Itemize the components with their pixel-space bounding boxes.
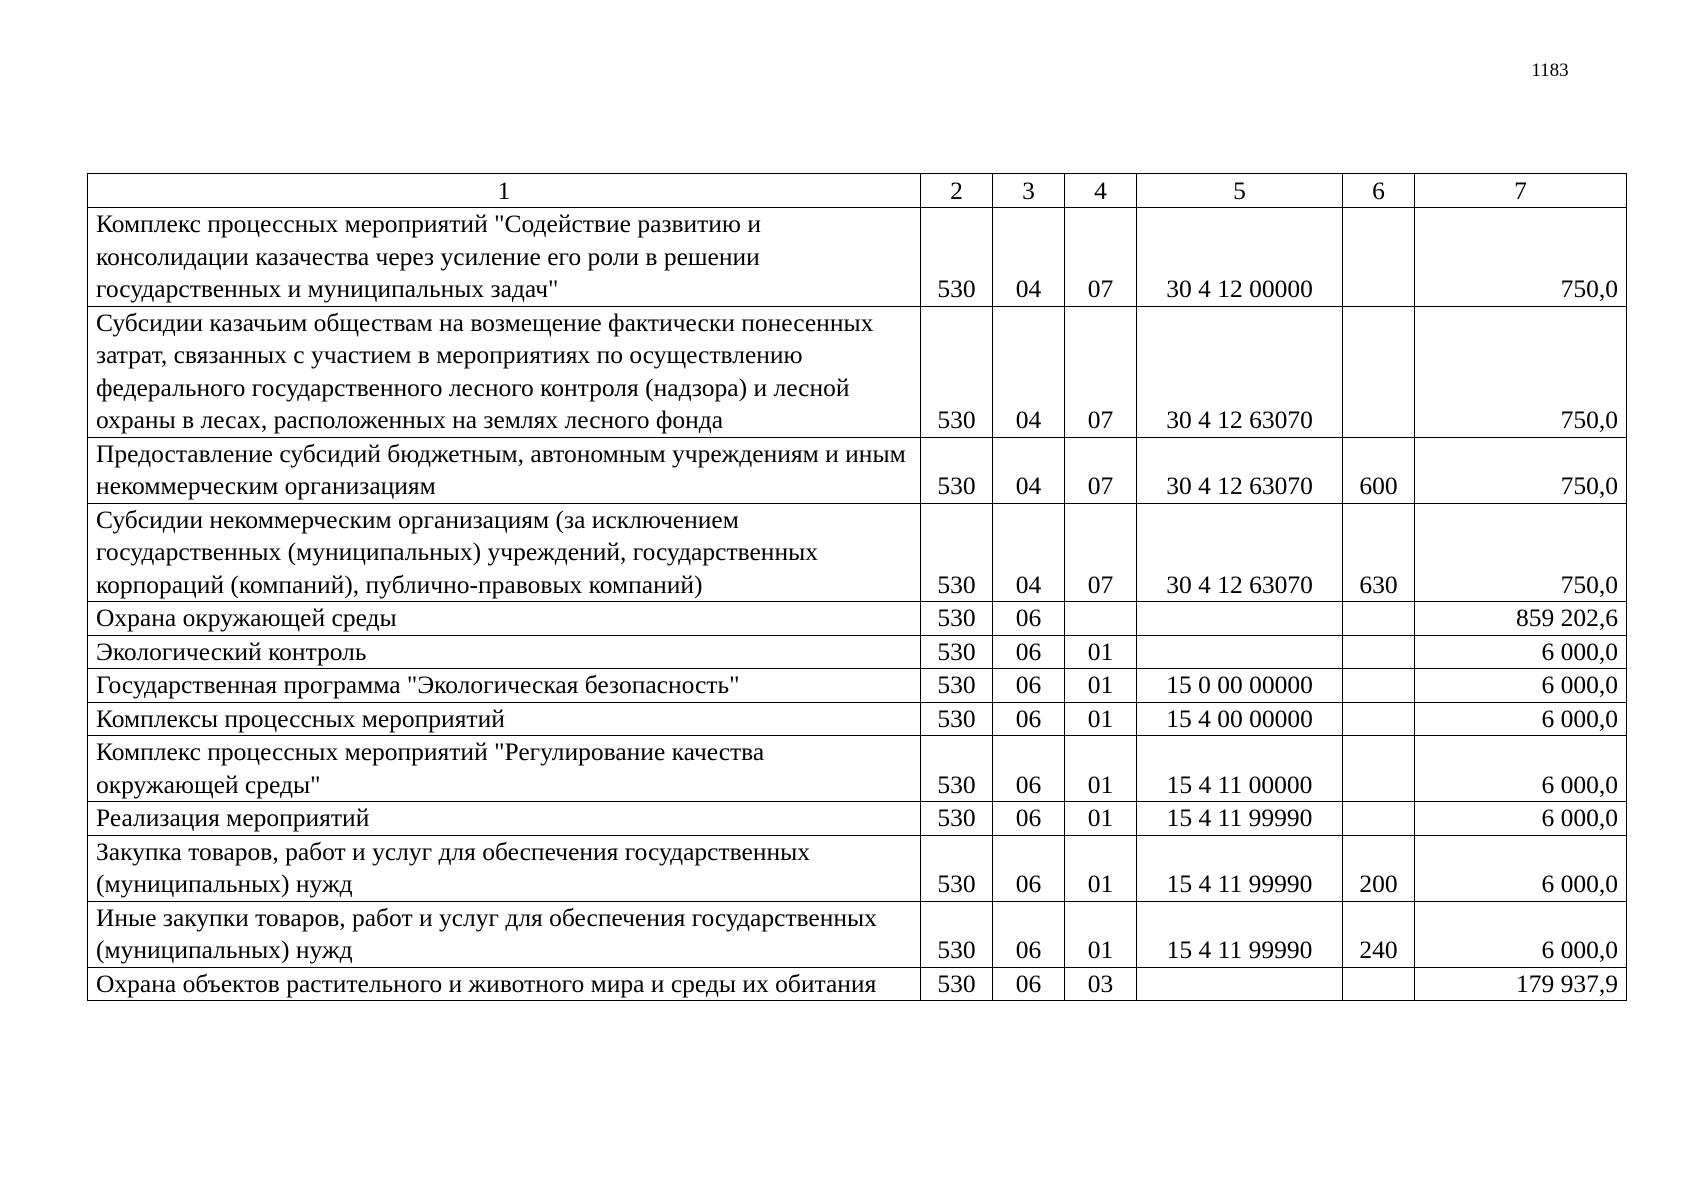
row-amount: 6 000,0 — [1415, 835, 1627, 901]
row-subsection: 07 — [1065, 208, 1137, 307]
row-section: 04 — [993, 437, 1065, 503]
row-target-article — [1137, 967, 1343, 1001]
row-ved: 530 — [921, 503, 993, 602]
row-target-article: 15 4 00 00000 — [1137, 702, 1343, 736]
row-target-article: 30 4 12 63070 — [1137, 503, 1343, 602]
row-target-article — [1137, 602, 1343, 636]
row-ved: 530 — [921, 669, 993, 703]
row-expense-type: 630 — [1343, 503, 1415, 602]
row-target-article: 15 4 11 99990 — [1137, 802, 1343, 836]
row-expense-type — [1343, 702, 1415, 736]
row-name: Охрана окружающей среды — [88, 602, 921, 636]
row-ved: 530 — [921, 736, 993, 802]
row-target-article: 30 4 12 63070 — [1137, 306, 1343, 437]
row-section: 04 — [993, 306, 1065, 437]
row-ved: 530 — [921, 967, 993, 1001]
budget-table — [87, 173, 1627, 1001]
row-expense-type — [1343, 306, 1415, 437]
row-target-article: 30 4 12 00000 — [1137, 208, 1343, 307]
row-ved: 530 — [921, 802, 993, 836]
row-target-article: 15 0 00 00000 — [1137, 669, 1343, 703]
table-row — [88, 208, 1627, 307]
row-subsection: 07 — [1065, 437, 1137, 503]
header-row — [88, 174, 1627, 208]
row-amount: 750,0 — [1415, 437, 1627, 503]
row-subsection: 03 — [1065, 967, 1137, 1001]
table-row — [88, 835, 1627, 901]
row-ved: 530 — [921, 437, 993, 503]
row-name: Охрана объектов растительного и животного мира и среды их обитания — [88, 967, 921, 1001]
row-expense-type — [1343, 736, 1415, 802]
table-body — [88, 208, 1627, 1001]
row-ved: 530 — [921, 635, 993, 669]
row-amount: 6 000,0 — [1415, 901, 1627, 967]
row-subsection: 01 — [1065, 835, 1137, 901]
header-col-1: 1 — [88, 174, 921, 208]
row-subsection — [1065, 602, 1137, 636]
row-subsection: 01 — [1065, 669, 1137, 703]
row-subsection: 01 — [1065, 802, 1137, 836]
row-expense-type: 200 — [1343, 835, 1415, 901]
row-target-article: 30 4 12 63070 — [1137, 437, 1343, 503]
row-section: 04 — [993, 208, 1065, 307]
row-subsection: 07 — [1065, 306, 1137, 437]
row-section: 06 — [993, 802, 1065, 836]
row-name: Реализация мероприятий — [88, 802, 921, 836]
row-section: 06 — [993, 835, 1065, 901]
row-expense-type — [1343, 602, 1415, 636]
row-name: Предоставление субсидий бюджетным, автономным учреждениям и иным некоммерческим организациям — [88, 437, 921, 503]
header-col-4: 4 — [1065, 174, 1137, 208]
row-target-article: 15 4 11 00000 — [1137, 736, 1343, 802]
row-name: Субсидии некоммерческим организациям (за исключением государственных (муниципальных) учреждений, государственных корпораций (компаний), публично-правовых компаний) — [88, 503, 921, 602]
row-target-article: 15 4 11 99990 — [1137, 901, 1343, 967]
row-ved: 530 — [921, 208, 993, 307]
row-section: 06 — [993, 669, 1065, 703]
table-row — [88, 669, 1627, 703]
row-subsection: 01 — [1065, 702, 1137, 736]
row-subsection: 01 — [1065, 635, 1137, 669]
table-row — [88, 306, 1627, 437]
row-section: 06 — [993, 702, 1065, 736]
row-amount: 6 000,0 — [1415, 736, 1627, 802]
table-row — [88, 503, 1627, 602]
row-name: Экологический контроль — [88, 635, 921, 669]
row-section: 06 — [993, 736, 1065, 802]
header-col-3: 3 — [993, 174, 1065, 208]
row-name: Комплекс процессных мероприятий "Регулирование качества окружающей среды" — [88, 736, 921, 802]
row-subsection: 01 — [1065, 901, 1137, 967]
row-section: 04 — [993, 503, 1065, 602]
row-name: Закупка товаров, работ и услуг для обеспечения государственных (муниципальных) нужд — [88, 835, 921, 901]
row-subsection: 01 — [1065, 736, 1137, 802]
table-row — [88, 437, 1627, 503]
row-amount: 859 202,6 — [1415, 602, 1627, 636]
header-col-7: 7 — [1415, 174, 1627, 208]
row-amount: 6 000,0 — [1415, 802, 1627, 836]
table-row — [88, 702, 1627, 736]
row-expense-type — [1343, 208, 1415, 307]
row-ved: 530 — [921, 702, 993, 736]
header-col-5: 5 — [1137, 174, 1343, 208]
table-row — [88, 602, 1627, 636]
row-section: 06 — [993, 901, 1065, 967]
row-ved: 530 — [921, 602, 993, 636]
row-amount: 750,0 — [1415, 306, 1627, 437]
row-amount: 179 937,9 — [1415, 967, 1627, 1001]
header-col-2: 2 — [921, 174, 993, 208]
table-row — [88, 736, 1627, 802]
row-name: Комплекс процессных мероприятий "Содействие развитию и консолидации казачества через усиление его роли в решении государственных и муниципальных задач" — [88, 208, 921, 307]
row-ved: 530 — [921, 835, 993, 901]
row-amount: 6 000,0 — [1415, 702, 1627, 736]
row-expense-type: 240 — [1343, 901, 1415, 967]
row-name: Комплексы процессных мероприятий — [88, 702, 921, 736]
row-ved: 530 — [921, 306, 993, 437]
header-col-6: 6 — [1343, 174, 1415, 208]
row-expense-type — [1343, 802, 1415, 836]
row-name: Субсидии казачьим обществам на возмещение фактически понесенных затрат, связанных с участием в мероприятиях по осуществлению федерального государственного лесного контроля (надзора) и лесной охраны в лесах, расположенных на землях лесного фонда — [88, 306, 921, 437]
row-amount: 750,0 — [1415, 503, 1627, 602]
table-row — [88, 901, 1627, 967]
row-target-article: 15 4 11 99990 — [1137, 835, 1343, 901]
row-section: 06 — [993, 602, 1065, 636]
row-amount: 750,0 — [1415, 208, 1627, 307]
table-row — [88, 635, 1627, 669]
table-row — [88, 802, 1627, 836]
row-expense-type — [1343, 635, 1415, 669]
row-ved: 530 — [921, 901, 993, 967]
row-target-article — [1137, 635, 1343, 669]
row-name: Иные закупки товаров, работ и услуг для обеспечения государственных (муниципальных) нужд — [88, 901, 921, 967]
row-name: Государственная программа "Экологическая безопасность" — [88, 669, 921, 703]
row-section: 06 — [993, 967, 1065, 1001]
row-amount: 6 000,0 — [1415, 635, 1627, 669]
row-subsection: 07 — [1065, 503, 1137, 602]
row-section: 06 — [993, 635, 1065, 669]
page-number: 1183 — [1531, 60, 1569, 81]
row-expense-type — [1343, 967, 1415, 1001]
row-amount: 6 000,0 — [1415, 669, 1627, 703]
row-expense-type: 600 — [1343, 437, 1415, 503]
table-row — [88, 967, 1627, 1001]
row-expense-type — [1343, 669, 1415, 703]
